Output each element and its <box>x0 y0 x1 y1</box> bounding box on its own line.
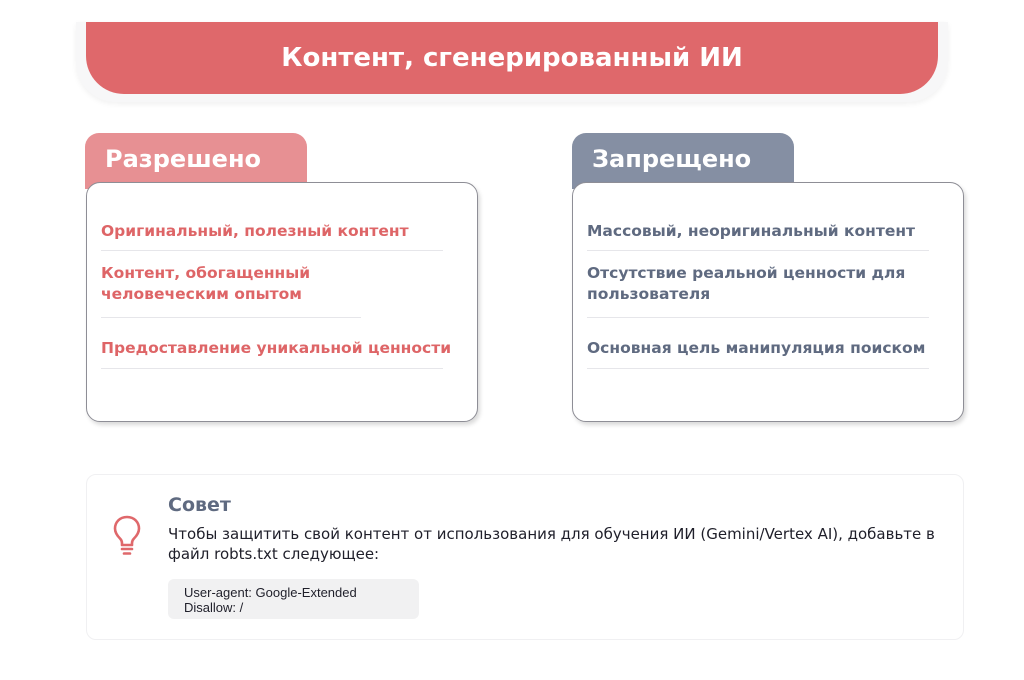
code-line: Disallow: / <box>184 600 244 615</box>
tip-text: Чтобы защитить свой контент от использования для обучения ИИ (Gemini/Vertex AI), добавьте в файл robts.txt следующее: <box>168 525 935 563</box>
forbidden-item: Основная цель манипуляция поиском <box>587 318 929 369</box>
tip-title: Совет <box>168 494 231 516</box>
code-line: User-agent: Google-Extended <box>184 585 357 600</box>
page-title: Контент, сгенерированный ИИ <box>281 43 743 73</box>
header-banner <box>86 22 938 94</box>
forbidden-card <box>572 182 964 422</box>
allowed-label: Разрешено <box>105 145 262 173</box>
forbidden-label: Запрещено <box>592 145 752 173</box>
allowed-card <box>86 182 478 422</box>
allowed-item: Оригинальный, полезный контент <box>101 221 443 251</box>
forbidden-tab <box>572 133 794 189</box>
forbidden-item: Отсутствие реальной ценности для пользователя <box>587 251 929 318</box>
allowed-tab <box>85 133 307 189</box>
code-snippet <box>168 579 419 619</box>
allowed-item: Предоставление уникальной ценности <box>101 318 443 369</box>
allowed-item: Контент, обогащенный человеческим опытом <box>101 251 361 318</box>
forbidden-item: Массовый, неоригинальный контент <box>587 221 929 251</box>
lightbulb-icon <box>112 514 142 558</box>
